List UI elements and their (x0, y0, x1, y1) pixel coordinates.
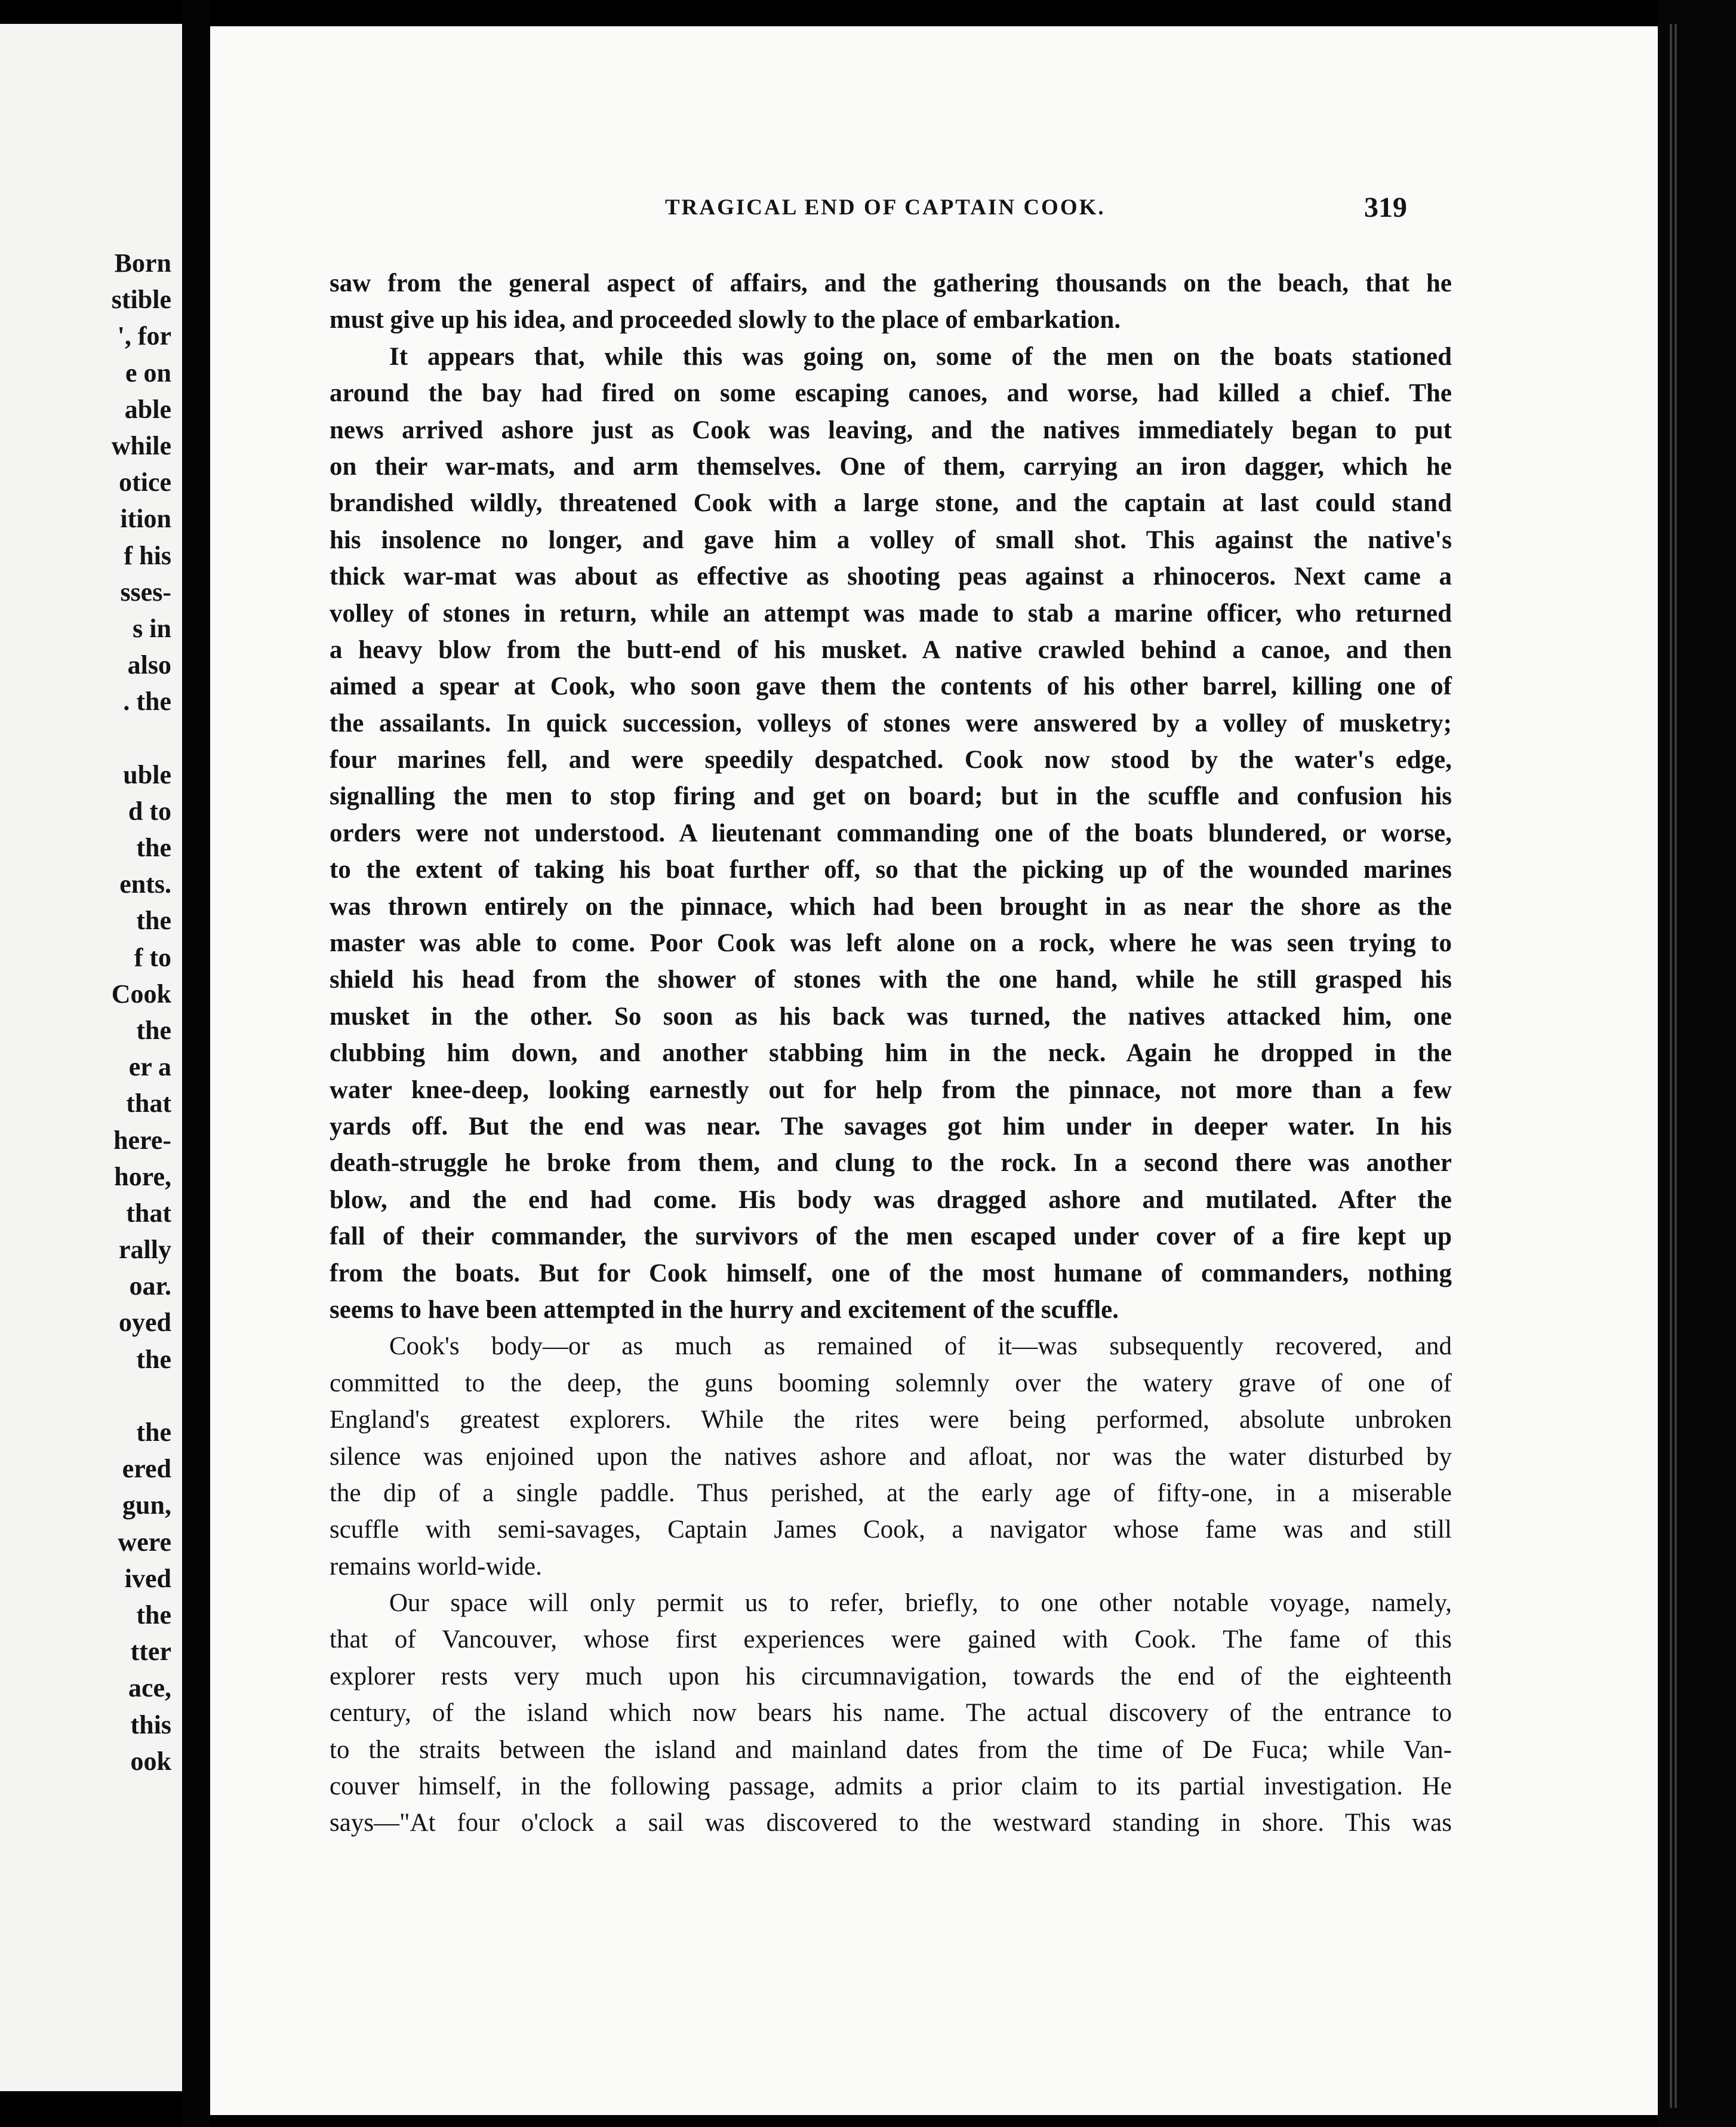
facing-page-line: this (130, 1710, 171, 1739)
facing-page-fragment (0, 24, 182, 2091)
paragraph (330, 1328, 1452, 1585)
text-line: thick war-mat was about as effective as shooting peas against a rhinoceros. Next came a (330, 563, 1452, 591)
text-line: Cook's body—or as much as remained of it—was subsequently recovered, and (389, 1332, 1452, 1361)
text-line: volley of stones in return, while an attempt was made to stab a marine officer, who returned (330, 599, 1452, 628)
facing-page-line: the (136, 1418, 171, 1447)
text-line: Our space will only permit us to refer, briefly, to one other notable voyage, namely, (389, 1589, 1452, 1618)
body-text (330, 265, 1452, 1842)
facing-page-line: the (136, 1600, 171, 1630)
text-line: fall of their commander, the survivors of the men escaped under cover of a fire kept up (330, 1222, 1452, 1251)
text-line: orders were not understood. A lieutenant commanding one of the boats blundered, or worse, (330, 819, 1452, 847)
facing-page-line: f to (134, 942, 171, 972)
facing-page-line: tter (130, 1637, 171, 1667)
text-line: to the extent of taking his boat further off, so that the picking up of the wounded marines (330, 856, 1452, 884)
text-line: to the straits between the island and mainland dates from the time of De Fuca; while Van- (330, 1735, 1452, 1764)
page-gutter (182, 0, 209, 2127)
facing-page-line: ition (120, 504, 171, 534)
facing-page-line: that (126, 1198, 171, 1228)
text-line: the assailants. In quick succession, volleys of stones were answered by a volley of musketry; (330, 709, 1452, 737)
facing-page-text (0, 245, 171, 1779)
text-line: from the boats. But for Cook himself, one of the most humane of commanders, nothing (330, 1259, 1452, 1287)
text-line: explorer rests very much upon his circumnavigation, towards the end of the eighteenth (330, 1662, 1452, 1690)
text-line: his insolence no longer, and gave him a volley of small shot. This against the native's (330, 525, 1452, 554)
facing-page-line: able (124, 394, 171, 424)
text-line: signalling the men to stop firing and get on board; but in the scuffle and confusion his (330, 782, 1452, 811)
facing-page-line: hore, (114, 1161, 171, 1191)
facing-page-line: ents. (119, 869, 171, 899)
text-line: It appears that, while this was going on, some of the men on the boats stationed (389, 342, 1452, 371)
text-line: the dip of a single paddle. Thus perished, at the early age of fifty-one, in a miserable (330, 1479, 1452, 1507)
text-line: around the bay had fired on some escaping canoes, and worse, had killed a chief. The (330, 379, 1452, 408)
facing-page-line: sses- (120, 577, 171, 607)
facing-page-line: otice (119, 468, 171, 497)
facing-page-line: Cook (111, 979, 171, 1009)
text-line: England's greatest explorers. While the rites were being performed, absolute unbroken (330, 1406, 1452, 1434)
facing-page-line: rally (119, 1235, 171, 1265)
text-line: master was able to come. Poor Cook was left alone on a rock, where he was seen trying to (330, 929, 1452, 958)
text-line: water knee-deep, looking earnestly out for help from the pinnace, not more than a few (330, 1075, 1452, 1104)
text-line: that of Vancouver, whose first experiences were gained with Cook. The fame of this (330, 1625, 1452, 1654)
text-line: saw from the general aspect of affairs, and the gathering thousands on the beach, that he (330, 269, 1452, 297)
text-line: couver himself, in the following passage, admits a prior claim to its partial investigation. He (330, 1772, 1452, 1801)
facing-page-line: ived (124, 1563, 171, 1593)
facing-page-line (0, 720, 171, 756)
text-line: committed to the deep, the guns booming solemnly over the watery grave of one of (330, 1369, 1452, 1397)
text-line: brandished wildly, threatened Cook with a large stone, and the captain at last could stand (330, 489, 1452, 518)
facing-page-line: gun, (122, 1490, 171, 1520)
facing-page-line: here- (113, 1125, 171, 1155)
facing-page-line (0, 1378, 171, 1414)
text-line: was thrown entirely on the pinnace, which had been brought in as near the shore as the (330, 892, 1452, 921)
facing-page-line: the (136, 1015, 171, 1045)
text-line: a heavy blow from the butt-end of his musket. A native crawled behind a canoe, and then (330, 635, 1452, 664)
text-line: says—"At four o'clock a sail was discovered to the westward standing in shore. This was (330, 1809, 1452, 1837)
facing-page-line: s in (133, 613, 171, 643)
facing-page-line: oar. (129, 1271, 171, 1301)
facing-page-line: also (127, 650, 171, 680)
text-line: aimed a spear at Cook, who soon gave them the contents of his other barrel, killing one of (330, 672, 1452, 701)
facing-page-line: uble (123, 760, 171, 789)
page-number: 319 (1364, 192, 1407, 223)
text-line: on their war-mats, and arm themselves. One of them, carrying an iron dagger, which he (330, 452, 1452, 481)
text-line: scuffle with semi-savages, Captain James Cook, a navigator whose fame was and still (330, 1516, 1452, 1544)
facing-page-line: while (111, 431, 171, 460)
paragraph (330, 339, 1452, 1329)
running-title: TRAGICAL END OF CAPTAIN COOK. (665, 195, 1106, 220)
text-line: remains world-wide. (330, 1552, 542, 1581)
text-line: seems to have been attempted in the hurry and excitement of the scuffle. (330, 1295, 1119, 1324)
text-line: silence was enjoined upon the natives ashore and afloat, nor was the water disturbed by (330, 1442, 1452, 1471)
facing-page-line: f his (124, 540, 171, 570)
facing-page-line: ', for (117, 321, 171, 351)
facing-page-line: ook (130, 1746, 171, 1776)
text-line: death-struggle he broke from them, and clung to the rock. In a second there was another (330, 1149, 1452, 1178)
text-line: blow, and the end had come. His body was dragged ashore and mutilated. After the (330, 1185, 1452, 1214)
text-line: musket in the other. So soon as his back was turned, the natives attacked him, one (330, 1002, 1452, 1031)
text-line: century, of the island which now bears his name. The actual discovery of the entrance to (330, 1699, 1452, 1728)
facing-page-line: . the (123, 687, 171, 717)
facing-page-line: Born (114, 248, 171, 278)
running-head (210, 192, 1658, 230)
text-line: four marines fell, and were speedily despatched. Cook now stood by the water's edge, (330, 746, 1452, 774)
paragraph (330, 265, 1452, 339)
facing-page-line: were (118, 1527, 171, 1557)
facing-page-line: ace, (128, 1673, 171, 1703)
facing-page-line: er a (128, 1052, 171, 1082)
facing-page-line: that (126, 1089, 171, 1118)
facing-page-line: the (136, 833, 171, 862)
text-line: shield his head from the shower of stones with the one hand, while he still grasped his (330, 966, 1452, 994)
text-line: clubbing him down, and another stabbing him in the neck. Again he dropped in the (330, 1039, 1452, 1068)
paragraph (330, 1585, 1452, 1842)
facing-page-line: stible (111, 285, 171, 315)
facing-page-line: d to (128, 796, 171, 826)
text-line: yards off. But the end was near. The savages got him under in deeper water. In his (330, 1112, 1452, 1141)
book-page (210, 26, 1658, 2115)
text-line: must give up his idea, and proceeded slowly to the place of embarkation. (330, 306, 1121, 334)
facing-page-line: the (136, 1344, 171, 1374)
text-line: news arrived ashore just as Cook was leaving, and the natives immediately began to put (330, 416, 1452, 444)
facing-page-line: ered (122, 1454, 171, 1484)
facing-page-line: the (136, 906, 171, 936)
facing-page-line: e on (125, 358, 171, 388)
facing-page-line: oyed (119, 1308, 171, 1338)
right-page-edge (1658, 0, 1736, 2127)
